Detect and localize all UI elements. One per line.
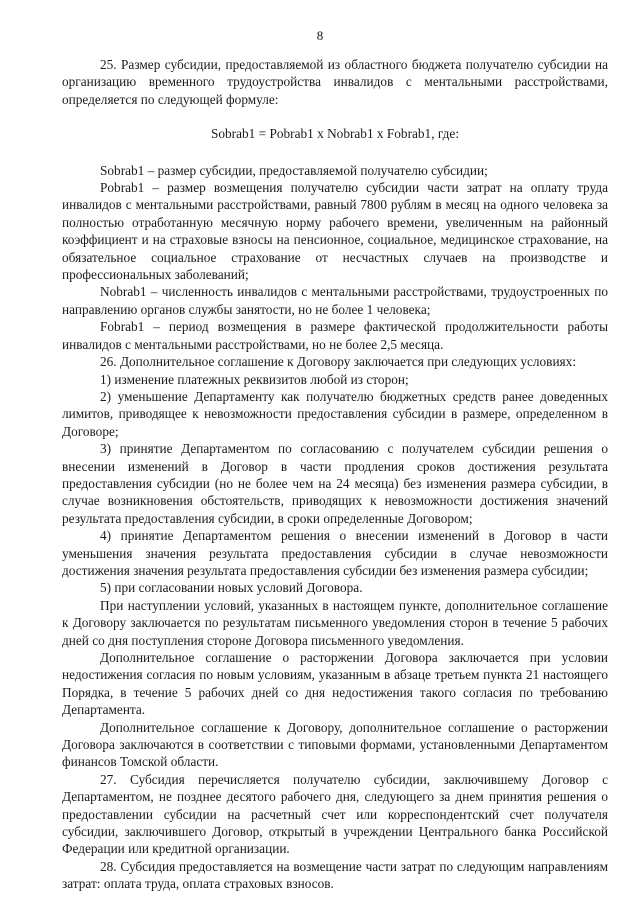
condition-2: 2) уменьшение Департаменту как получателю бюджетных средств ранее доведенных лимитов, приводящее к невозможности предоставления субсидии в размере, определенном в Договоре; xyxy=(62,388,608,439)
page-number: 8 xyxy=(316,28,324,43)
paragraph-typical-forms: Дополнительное соглашение к Договору, дополнительное соглашение о расторжении Договора заключаются в соответствии с типовыми формами, установленными Департаментом финансов Томской области. xyxy=(62,719,608,770)
definition-nobrab1: Nobrab1 – численность инвалидов с ментальными расстройствами, трудоустроенных по направлению органов службы занятости, но не более 1 человека; xyxy=(62,284,608,317)
condition-4: 4) принятие Департаментом решения о внесении изменений в Договор в части уменьшения значения результата предоставления субсидии в случае невозможности достижения значения результата предоставления субсидии без изменения размера субсидии; xyxy=(62,528,608,578)
formula: Sobrab1 = Pobrab1 x Nobrab1 x Fobrab1, где: xyxy=(210,126,460,142)
document-body xyxy=(62,56,608,893)
paragraph-25: 25. Размер субсидии, предоставляемой из областного бюджета получателю субсидии на организацию временного трудоустройства инвалидов с ментальными расстройствами, определяется по следующей формуле: xyxy=(62,57,608,107)
definition-pobrab1: Pobrab1 – размер возмещения получателю субсидии части затрат на оплату труда инвалидов с ментальными расстройствами, равный 7800 рублям в месяц на одного человека за полностью отработанную месячную норму рабочего времени, увеличенным на районный коэффициент и на страховые взносы на пенсионное, социальное, медицинское страхование, на обязательное социальное страхование от несчастных случаев на производстве и профессиональных заболеваний; xyxy=(62,180,608,283)
paragraph-26: 26. Дополнительное соглашение к Договору заключается при следующих условиях: xyxy=(100,354,577,370)
condition-1: 1) изменение платежных реквизитов любой из сторон; xyxy=(100,371,409,387)
paragraph-termination: Дополнительное соглашение о расторжении Договора заключается при условии недостижения согласия по новым условиям, указанным в абзаце третьем пункта 21 настоящего Порядка, в течение 5 рабочих дней со дня недостижения такого согласия по требованию Департамента. xyxy=(62,650,608,718)
paragraph-notification: При наступлении условий, указанных в настоящем пункте, дополнительное соглашение к Договору заключается по результатам письменного уведомления сторон в течение 5 рабочих дней со дня поступления стороне Договора письменного уведомления. xyxy=(62,597,608,648)
definition-sobrab1: Sobrab1 – размер субсидии, предоставляемой получателю субсидии; xyxy=(100,162,488,178)
condition-5: 5) при согласовании новых условий Договора. xyxy=(100,580,363,596)
paragraph-27: 27. Субсидия перечисляется получателю субсидии, заключившему Договор с Департаментом, не позднее десятого рабочего дня, следующего за днем принятия решения о предоставлении субсидии на расчетный счет или корреспондентский счет получателя субсидии, заключившего Договор, открытый в учреждении Центрального банка Российской Федерации или кредитной организации. xyxy=(62,771,608,857)
definition-fobrab1: Fobrab1 – период возмещения в размере фактической продолжительности работы инвалидов с ментальными расстройствами, но не более 2,5 месяца. xyxy=(62,319,608,352)
condition-3: 3) принятие Департаментом по согласованию с получателем субсидии решения о внесении изменений в Договор в части продления сроков достижения результата предоставления субсидии (но не более чем на 24 месяца) без изменения размера субсидии, в случае возникновения обстоятельств, приводящих к невозможности достижения значений результата предоставления субсидии, в сроки определенные Договором; xyxy=(62,441,608,526)
paragraph-28: 28. Субсидия предоставляется на возмещение части затрат по следующим направлениям затрат: оплата труда, оплата страховых взносов. xyxy=(62,858,608,892)
